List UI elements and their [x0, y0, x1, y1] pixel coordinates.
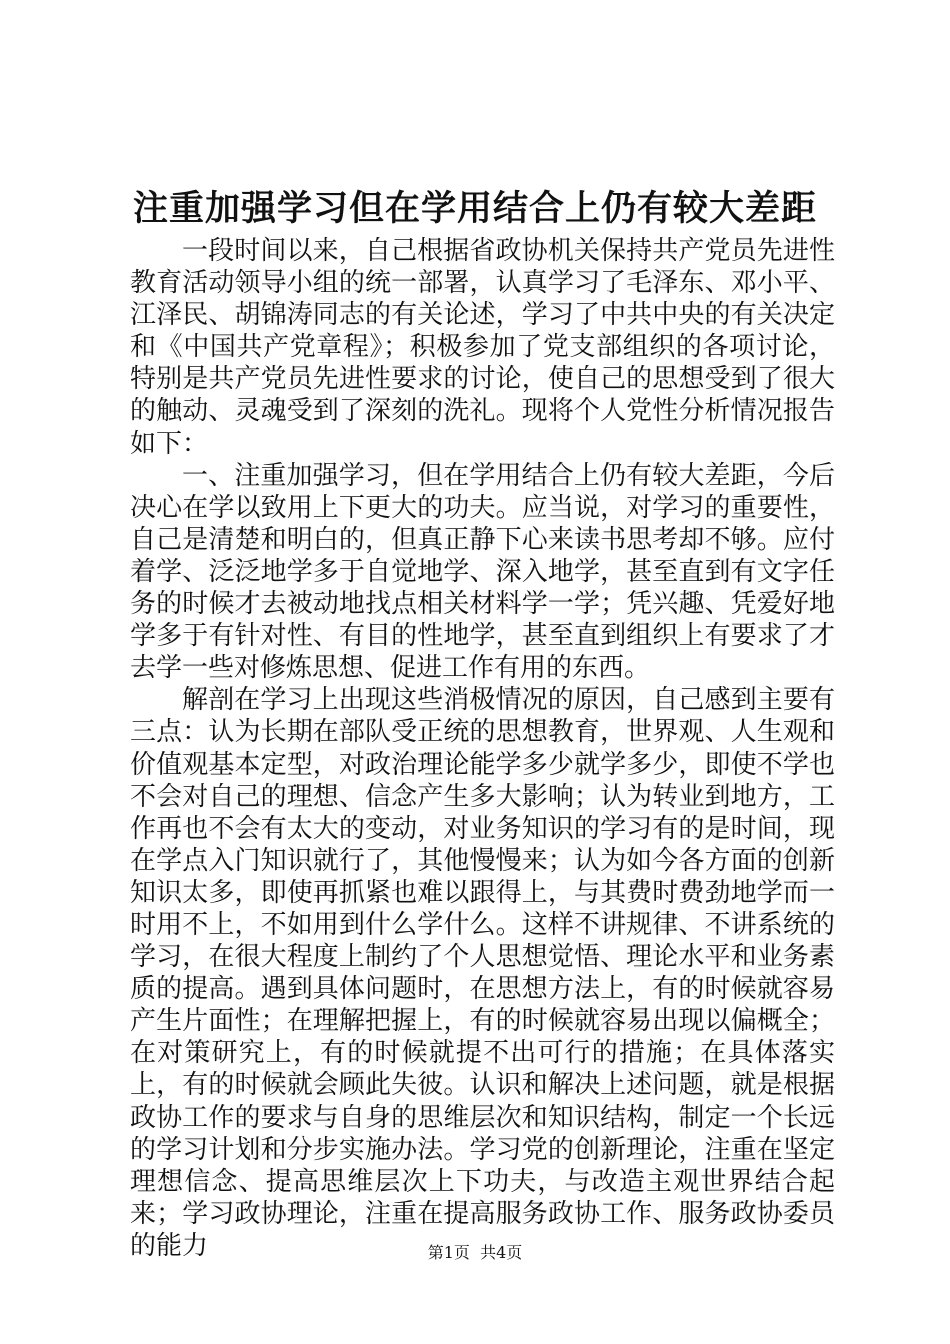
- paragraph-analysis: 解剖在学习上出现这些消极情况的原因，自己感到主要有三点：认为长期在部队受正统的思想教育，世界观、人生观和价值观基本定型，对政治理论能学多少就学多少，即使不学也不会对自己的理想、信念产生多大影响；认为转业到地方，工作再也不会有太大的变动，对业务知识的学习有的是时间，现在学点入门知识就行了，其他慢慢来；认为如今各方面的创新知识太多，即使再抓紧也难以跟得上，与其费时费劲地学而一时用不上，不如用到什么学什么。这样不讲规律、不讲系统的学习，在很大程度上制约了个人思想觉悟、理论水平和业务素质的提高。遇到具体问题时，在思想方法上，有的时候就容易产生片面性；在理解把握上，有的时候就容易出现以偏概全；在对策研究上，有的时候就提不出可行的措施；在具体落实上，有的时候就会顾此失彼。认识和解决上述问题，就是根据政协工作的要求与自身的思维层次和知识结构，制定一个长远的学习计划和分步实施办法。学习党的创新理论，注重在坚定理想信念、提高思维层次上下功夫，与改造主观世界结合起来；学习政协理论，注重在提高服务政协工作、服务政协委员的能力: [130, 685, 835, 1261]
- document-body: [130, 235, 835, 1262]
- page-footer: [0, 1242, 950, 1264]
- paragraph-intro: 一段时间以来，自己根据省政协机关保持共产党员先进性教育活动领导小组的统一部署，认真学习了毛泽东、邓小平、江泽民、胡锦涛同志的有关论述，学习了中共中央的有关决定和《中国共产党章程》；积极参加了党支部组织的各项讨论，特别是共产党员先进性要求的讨论，使自己的思想受到了很大的触动、灵魂受到了深刻的洗礼。现将个人党性分析情况报告如下：: [130, 236, 835, 459]
- paragraph-section-one: 一、注重加强学习，但在学用结合上仍有较大差距，今后决心在学以致用上下更大的功夫。应当说，对学习的重要性，自己是清楚和明白的，但真正静下心来读书思考却不够。应付着学、泛泛地学多于自觉地学、深入地学，甚至直到有文字任务的时候才去被动地找点相关材料学一学；凭兴趣、凭爱好地学多于有针对性、有目的性地学，甚至直到组织上有要求了才去学一些对修炼思想、促进工作有用的东西。: [130, 460, 835, 684]
- document-title: 注重加强学习但在学用结合上仍有较大差距: [132, 189, 817, 229]
- page-number-indicator: 第1页 共4页: [427, 1243, 523, 1262]
